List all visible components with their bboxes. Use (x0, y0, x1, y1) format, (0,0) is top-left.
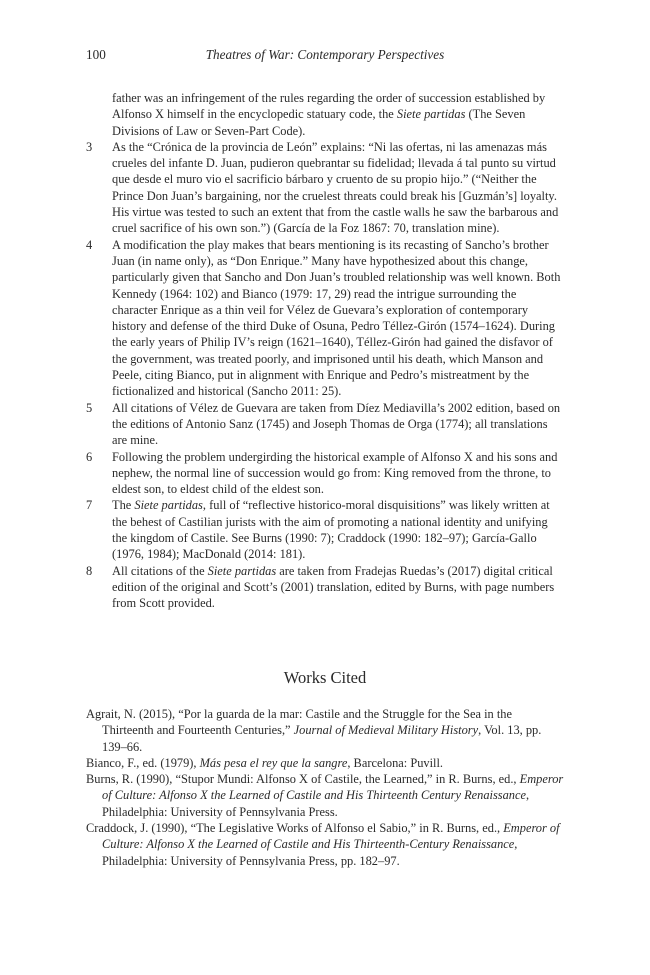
reference-entry: Craddock, J. (1990), “The Legislative Works of Alfonso el Sabio,” in R. Burns, ed., Emperor of Culture: Alfonso X the Learned of Castile and His Thirteenth-Century Renaissance, Philadelphia: University of Pennsylvania Press, pp. 182–97. (86, 821, 560, 868)
running-head (86, 46, 564, 64)
endnote (86, 563, 564, 612)
endnote-number: 3 (86, 139, 93, 154)
endnote-text: father was an infringement of the rules regarding the order of succession established by Alfonso X himself in the encyclopedic statuary code, the Siete partidas (The Seven Divisions of Law or Seven-Part Code). (112, 91, 546, 138)
works-cited-heading: Works Cited (283, 668, 367, 687)
reference-entry: Agrait, N. (2015), “Por la guarda de la mar: Castile and the Struggle for the Sea in the Thirteenth and Fourteenth Centuries,” Journal of Medieval Military History, Vol. 13, pp. 139–66. (86, 707, 542, 754)
endnote (86, 400, 564, 449)
endnote-number: 8 (86, 563, 93, 578)
endnote-number: 4 (86, 237, 93, 252)
page-number: 100 (86, 47, 106, 62)
endnote-number: 5 (86, 400, 93, 415)
reference-entry: Burns, R. (1990), “Stupor Mundi: Alfonso X of Castile, the Learned,” in R. Burns, ed., Emperor of Culture: Alfonso X the Learned of Castile and His Thirteenth Century Renaissance, Philadelphia: University of Pennsylvania Press. (86, 772, 564, 819)
endnote (86, 497, 564, 562)
endnote-continuation (86, 90, 564, 139)
reference-entry: Bianco, F., ed. (1979), Más pesa el rey que la sangre, Barcelona: Puvill. (86, 755, 444, 770)
endnotes (86, 90, 564, 612)
endnote-text: All citations of Vélez de Guevara are taken from Díez Mediavilla’s 2002 edition, based on the editions of Antonio Sanz (1745) and Joseph Thomas de Orga (1774); all translations are mine. (112, 400, 561, 448)
endnote (86, 139, 564, 237)
endnote (86, 449, 564, 498)
endnote-text: Following the problem undergirding the historical example of Alfonso X and his sons and nephew, the normal line of succession would go from: King removed from the throne, to eldest son, to eldest child of the eldest son. (112, 449, 558, 497)
endnote-number: 6 (86, 449, 93, 464)
endnote (86, 237, 564, 400)
endnote-number: 7 (86, 498, 93, 513)
endnote-text: The Siete partidas, full of “reflective historico-moral disquisitions” was likely written at the behest of Castilian jurists with the aim of promoting a national identity and unifying the kingdom of Castile. See Burns (1990: 7); Craddock (1990: 182–97); García-Gallo (1976, 1984); MacDonald (2014: 181). (112, 498, 550, 562)
endnote-text: All citations of the Siete partidas are taken from Fradejas Ruedas’s (2017) digital critical edition of the original and Scott’s (2001) translation, edited by Burns, with page numbers from Scott provided. (112, 563, 555, 611)
running-title: Theatres of War: Contemporary Perspectives (205, 47, 445, 62)
endnote-text: A modification the play makes that bears mentioning is its recasting of Sancho’s brother Juan (in name only), as “Don Enrique.” Many have hypothesized about this change, particularly given that Sancho and Don Juan’s troubled relationship was well known. Both Kennedy (1964: 102) and Bianco (1979: 17, 29) read the intrigue surrounding the character Enrique as a thin veil for Vélez de Guevara’s exploration of contemporary history and defense of the third Duke of Osuna, Pedro Téllez-Girón (1574–1624). During the early years of Philip IV’s reign (1621–1640), Téllez-Girón had gained the disfavor of the government, was treated poorly, and imprisoned until his death, which Manson and Peele, citing Bianco, put in alignment with Enrique and Pedro’s mistreatment by the fictionalized and historical (Sancho 2011: 25). (112, 237, 561, 399)
endnote-text: As the “Crónica de la provincia de León” explains: “Ni las ofertas, ni las amenazas más crueles del infante D. Juan, pudieron quebrantar su fidelidad; llevada á tal punto su virtud que desde el muro vio el sacrificio bárbaro y cruento de su propio hijo.” (“Neither the Prince Don Juan’s bargaining, nor the cruelest threats could break his [Guzmán’s] loyalty. His virtue was tested to such an extent that from the castle walls he saw the barbarous and cruel sacrifice of his own son.”) (García de la Foz 1867: 70, translation mine). (112, 139, 559, 236)
works-cited-list (86, 706, 564, 869)
